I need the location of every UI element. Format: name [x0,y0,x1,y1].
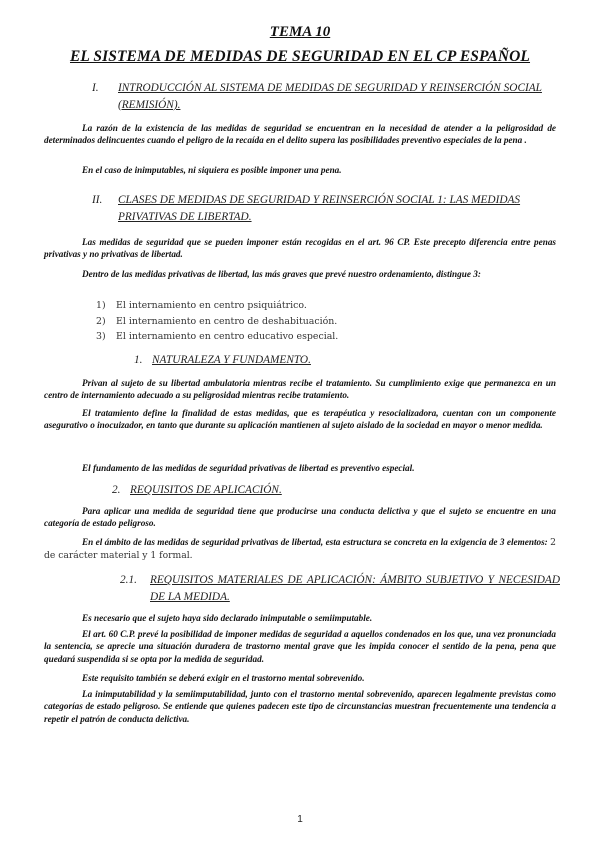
paragraph: El art. 60 C.P. prevé la posibilidad de imponer medidas de seguridad a aquellos condenados en los que, una vez pronunciada la sentencia, se aprecie una situación duradera de trastorno mental grave que les impida conocer el sentido de la pena, pena que quedará suspendida si se opta por la medida de seguridad. [44,629,556,664]
section-heading-text: INTRODUCCIÓN AL SISTEMA DE MEDIDAS DE SEGURIDAD Y REINSERCIÓN SOCIAL (REMISIÓN). [118,82,542,111]
section-heading-1 [92,80,562,114]
subsection-heading-1 [134,352,554,369]
subsection-heading-2-1 [120,572,560,606]
paragraph: Es necesario que el sujeto haya sido declarado inimputable o semiimputable. [82,613,373,623]
section-heading-text: CLASES DE MEDIDAS DE SEGURIDAD Y REINSERCIÓN SOCIAL 1: LAS MEDIDAS PRIVATIVAS DE LIBERTAD. [118,194,521,223]
section-number: I. [92,82,99,94]
section-number: 1. [134,354,143,366]
list-item: 3) El internamiento en centro educativo especial. [96,331,339,343]
paragraph-tail: 2 de carácter material y 1 formal. [44,537,556,562]
list-item: 1) El internamiento en centro psiquiátrico. [96,300,307,311]
section-number: 2. [112,484,121,496]
paragraph: La inimputabilidad y la semiimputabilidad, junto con el trastorno mental sobrevenido, aparecen legalmente previstas como categorías de estado peligroso. Se entiende que quienes padecen este tipo de circunstancias muestran frecuentemente una tendencia a repetir el patrón de conducta delictiva. [44,689,556,724]
paragraph: En el caso de inimputables, ni siquiera es posible imponer una pena. [82,165,342,175]
paragraph: El fundamento de las medidas de seguridad privativas de libertad es preventivo especial. [82,463,415,473]
section-heading-2 [92,192,562,226]
paragraph: La razón de la existencia de las medidas de seguridad se encuentran en la necesidad de atender a la peligrosidad de determinados delincuentes cuando el peligro de la recaída en el delito supera las posibilidades preventivo especiales de la pena . [44,123,556,146]
section-heading-text: NATURALEZA Y FUNDAMENTO. [152,354,311,366]
page-number: 1 [297,814,303,825]
section-number: 2.1. [120,574,137,586]
paragraph: En el ámbito de las medidas de seguridad privativas de libertad, esta estructura se concreta en la exigencia de 3 elementos: 2 de carácter material y 1 formal. [44,537,556,562]
measures-list [96,298,338,345]
section-heading-text: REQUISITOS MATERIALES DE APLICACIÓN: ÁMBITO SUBJETIVO Y NECESIDAD DE LA MEDIDA. [150,574,560,603]
paragraph: Las medidas de seguridad que se pueden imponer están recogidas en el art. 96 CP. Este precepto diferencia entre penas privativas y no privativas de libertad. [44,237,556,260]
document-subtitle: EL SISTEMA DE MEDIDAS DE SEGURIDAD EN EL CP ESPAÑOL [69,48,531,65]
paragraph: Dentro de las medidas privativas de libertad, las más graves que prevé nuestro ordenamiento, distingue 3: [82,269,481,279]
subsection-heading-2 [112,482,532,499]
section-heading-text: REQUISITOS DE APLICACIÓN. [130,484,282,496]
page-title: TEMA 10 [269,24,331,40]
paragraph: Privan al sujeto de su libertad ambulatoria mientras recibe el tratamiento. Su cumplimiento exige que permanezca en un centro de internamiento adecuado a su peligrosidad mientras recibe tratamiento. [44,378,556,401]
list-item: 2) El internamiento en centro de deshabituación. [96,315,338,327]
paragraph: El tratamiento define la finalidad de estas medidas, que es terapéutica y resocializadora, cuentan con un componente asegurativo o inocuizador, en tanto que durante su aplicación mantienen al sujeto aislado de la sociedad en mayor o menor medida. [44,408,556,431]
paragraph: Para aplicar una medida de seguridad tiene que producirse una conducta delictiva y que el sujeto se encuentre en una categoría de estado peligroso. [44,506,556,529]
section-number: II. [92,194,103,206]
paragraph: Este requisito también se deberá exigir en el trastorno mental sobrevenido. [82,673,365,683]
